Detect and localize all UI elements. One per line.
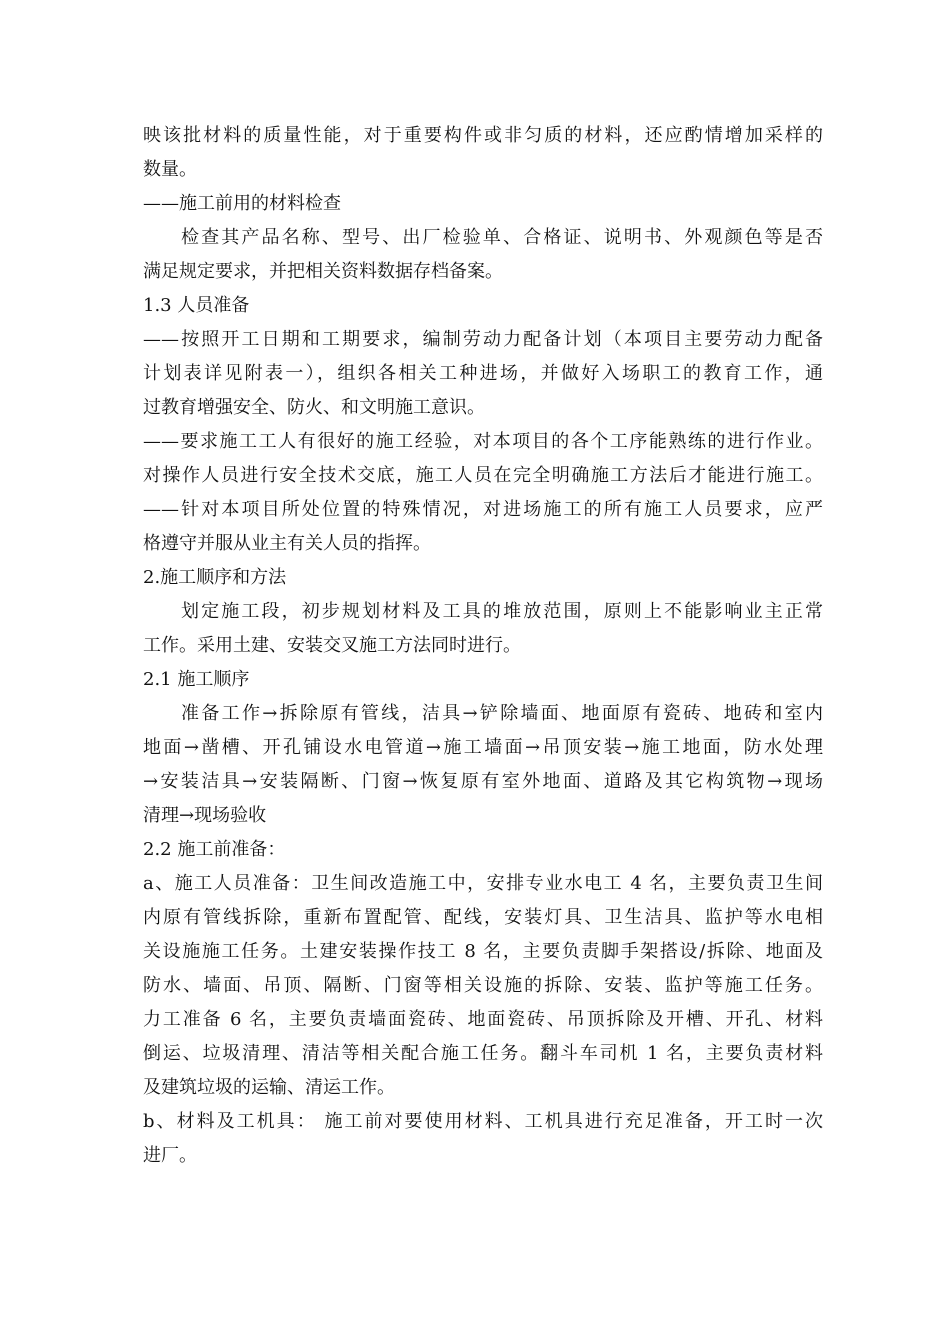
paragraph-line: 力工准备 6 名，主要负责墙面瓷砖、地面瓷砖、吊顶拆除及开槽、开孔、材料 xyxy=(143,1009,823,1030)
paragraph-line: 映该批材料的质量性能，对于重要构件或非匀质的材料，还应酌情增加采样的 xyxy=(143,125,823,146)
paragraph-line: 数量。 xyxy=(143,159,197,180)
paragraph-line: 防水、墙面、吊顶、隔断、门窗等相关设施的拆除、安装、监护等施工任务。 xyxy=(143,975,823,996)
paragraph-line: 倒运、垃圾清理、清洁等相关配合施工任务。翻斗车司机 1 名，主要负责材料 xyxy=(143,1043,823,1064)
paragraph-line: 满足规定要求，并把相关资料数据存档备案。 xyxy=(143,261,503,282)
paragraph-line: b、材料及工机具： 施工前对要使用材料、工机具进行充足准备，开工时一次 xyxy=(143,1111,823,1132)
section-heading-2-1: 2.1 施工顺序 xyxy=(143,669,250,690)
subheading-materials-check: ——施工前用的材料检查 xyxy=(143,193,341,214)
paragraph-line: 进厂。 xyxy=(143,1145,197,1166)
paragraph-line: 工作。采用土建、安装交叉施工方法同时进行。 xyxy=(143,635,521,656)
paragraph-line: ——按照开工日期和工期要求，编制劳动力配备计划（本项目主要劳动力配备 xyxy=(143,329,823,350)
section-heading-2: 2.施工顺序和方法 xyxy=(143,567,287,588)
paragraph-line: 及建筑垃圾的运输、清运工作。 xyxy=(143,1077,395,1098)
paragraph-line: 对操作人员进行安全技术交底，施工人员在完全明确施工方法后才能进行施工。 xyxy=(143,465,823,486)
paragraph-line: 准备工作→拆除原有管线，洁具→铲除墙面、地面原有瓷砖、地砖和室内 xyxy=(181,703,823,724)
paragraph-line: ——要求施工工人有很好的施工经验，对本项目的各个工序能熟练的进行作业。 xyxy=(143,431,823,452)
paragraph-line: ——针对本项目所处位置的特殊情况，对进场施工的所有施工人员要求，应严 xyxy=(143,499,823,520)
paragraph-line: 清理→现场验收 xyxy=(143,805,267,826)
paragraph-line: 内原有管线拆除，重新布置配管、配线，安装灯具、卫生洁具、监护等水电相 xyxy=(143,907,823,928)
paragraph-line: a、施工人员准备：卫生间改造施工中，安排专业水电工 4 名，主要负责卫生间 xyxy=(143,873,823,894)
section-heading-1-3: 1.3 人员准备 xyxy=(143,295,250,316)
paragraph-line: 检查其产品名称、型号、出厂检验单、合格证、说明书、外观颜色等是否 xyxy=(181,227,823,248)
document-body xyxy=(143,119,823,1173)
paragraph-line: 划定施工段，初步规划材料及工具的堆放范围，原则上不能影响业主正常 xyxy=(181,601,823,622)
paragraph-line: 地面→凿槽、开孔铺设水电管道→施工墙面→吊顶安装→施工地面，防水处理 xyxy=(143,737,823,758)
paragraph-line: 格遵守并服从业主有关人员的指挥。 xyxy=(143,533,431,554)
paragraph-line: 过教育增强安全、防火、和文明施工意识。 xyxy=(143,397,485,418)
paragraph-line: 关设施施工任务。土建安装操作技工 8 名，主要负责脚手架搭设/拆除、地面及 xyxy=(143,941,823,962)
paragraph-line: 计划表详见附表一），组织各相关工种进场，并做好入场职工的教育工作，通 xyxy=(143,363,823,384)
section-heading-2-2: 2.2 施工前准备： xyxy=(143,839,286,860)
paragraph-line: →安装洁具→安装隔断、门窗→恢复原有室外地面、道路及其它构筑物→现场 xyxy=(143,771,823,792)
